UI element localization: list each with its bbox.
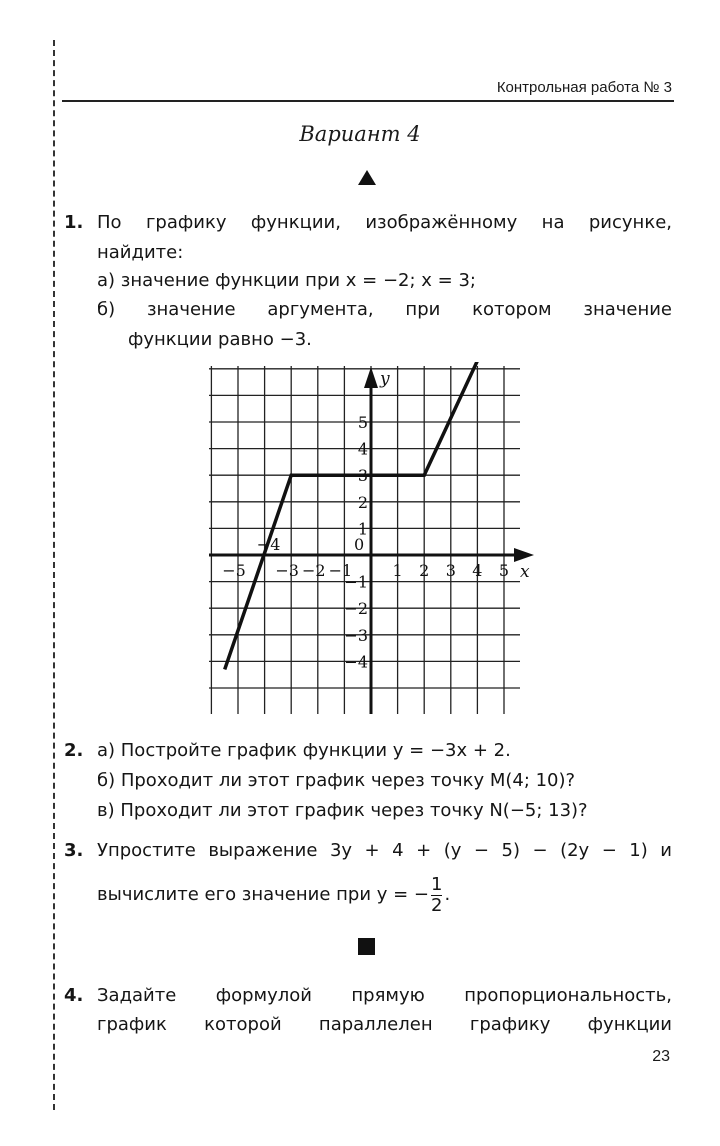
x-axis-label: x [520, 562, 530, 582]
problem-4-number: 4. [64, 985, 84, 1006]
problem-3-line2-text: вычислите его значение при y = − [97, 884, 430, 905]
x-tick-label: 1 [392, 561, 403, 580]
problem-4-line1: Задайте формулой прямую пропорциональность, [97, 985, 672, 1006]
fraction-numerator: 1 [431, 873, 443, 895]
y-tick-label: 4 [357, 439, 368, 459]
header-rule [62, 100, 674, 102]
origin-label: 0 [354, 535, 365, 554]
problem-3-period: . [444, 884, 451, 905]
page-number: 23 [652, 1048, 670, 1065]
y-tick-label: 1 [357, 519, 368, 539]
problem-4-line2: график которой параллелен графику функции [97, 1014, 672, 1035]
y-tick-label: −4 [344, 652, 368, 672]
problem-1-b-line1: б) значение аргумента, при котором значение [97, 299, 672, 320]
x-tick-label: −3 [275, 561, 299, 580]
y-tick-label: −1 [344, 572, 368, 592]
y-tick-label: 2 [357, 492, 368, 512]
cut-line [53, 40, 55, 1110]
function-line [225, 362, 478, 672]
x-tick-label: 2 [419, 561, 430, 580]
x-tick-label: −2 [302, 561, 326, 580]
problem-2-number: 2. [64, 740, 84, 761]
x-tick-label: −4 [256, 535, 281, 554]
y-axis-label: y [380, 369, 390, 389]
variant-title: Вариант 4 [299, 122, 421, 146]
problem-1-a: а) значение функции при x = −2; x = 3; [97, 270, 476, 291]
x-tick-label: 5 [498, 561, 510, 580]
problem-2-a: а) Постройте график функции y = −3x + 2. [97, 740, 511, 761]
x-tick-label: 4 [472, 561, 483, 580]
header-title: Контрольная работа № 3 [496, 79, 672, 96]
x-tick-label: −5 [222, 561, 246, 580]
y-tick-label: 5 [357, 413, 368, 432]
problem-1-line2: найдите: [97, 242, 184, 263]
problem-3-number: 3. [64, 840, 84, 861]
problem-3-line2 [97, 868, 450, 922]
square-icon [358, 938, 375, 955]
problem-1-number: 1. [64, 212, 84, 233]
problem-2-b: б) Проходит ли этот график через точку M(4; 10)? [97, 770, 576, 791]
fraction-one-half [431, 875, 442, 916]
fraction-denominator: 2 [431, 894, 443, 916]
x-tick-label: 3 [445, 561, 456, 580]
triangle-icon [358, 170, 376, 185]
y-axis-arrow [364, 367, 378, 388]
problem-3-line1: Упростите выражение 3y + 4 + (y − 5) − (2y − 1) и [97, 840, 672, 861]
x-tick-label: −1 [328, 561, 353, 580]
y-tick-label: −3 [344, 625, 368, 645]
x-axis-arrow [514, 548, 534, 562]
problem-1-line1: По графику функции, изображённому на рисунке, [97, 212, 672, 233]
y-tick-label: 3 [357, 466, 368, 486]
y-tick-label: −2 [344, 599, 368, 619]
problem-1-b-line2: функции равно −3. [128, 329, 312, 350]
problem-2-c: в) Проходит ли этот график через точку N(−5; 13)? [97, 800, 588, 821]
function-graph [200, 362, 540, 722]
